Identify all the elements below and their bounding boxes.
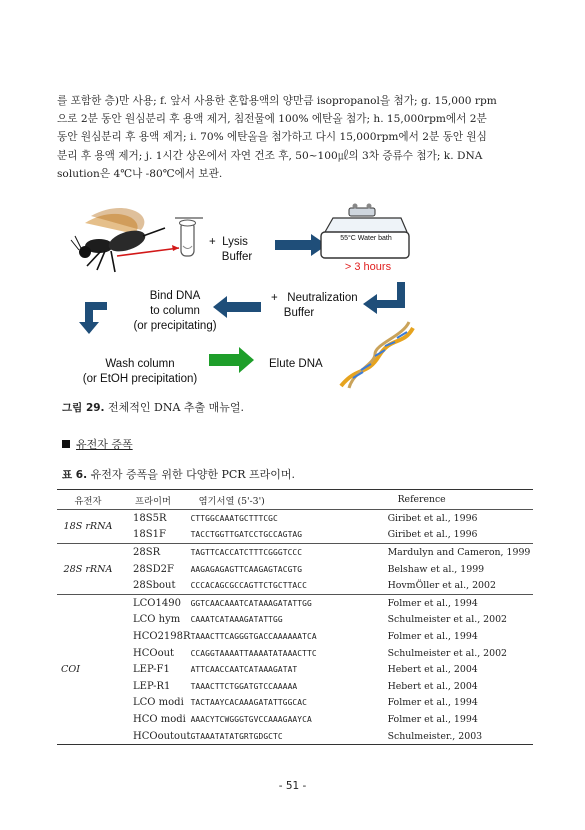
table-row [57,612,533,629]
reference-cell: Schulmeister., 2003 [382,728,533,745]
figure-caption-label: 그림 29. [62,402,105,414]
paragraph-line: 으로 2분 동안 원심분리 후 용액 제거, 침전물에 100% 에탄올 첨가; h. 15,000rpm에서 2분 [57,113,487,126]
arrow-right-icon [275,234,327,256]
table-row [57,661,533,678]
tube-icon [175,218,203,256]
table-row [57,628,533,645]
gene-cell: COI [57,594,119,744]
table-row [57,695,533,712]
table-row [57,678,533,695]
sequence-cell: AAACYTCWGGGTGVCCAAAGAAYCA [190,714,312,724]
dna-helix-icon [341,322,413,388]
wash-column-label: Wash column (or EtOH precipitation) [82,358,198,385]
reference-cell: Giribet et al., 1996 [382,527,533,544]
paragraph-line: 동안 원심분리 후 용액 제거; i. 70% 에탄올을 첨가하고 다시 15,000rpm에서 2분 동안 원심 [57,131,487,144]
primer-cell: 18S1F [119,527,191,544]
sequence-cell: GTAAATATATGRTGDGCTC [191,728,382,745]
primer-cell: HCO modi [133,713,186,725]
paragraph-line: 분리 후 용액 제거; j. 1시간 상온에서 자연 건조 후, 50~100㎕의 3차 증류수 첨가; k. DNA [57,149,483,162]
header-primer: 프라이머 [119,490,191,510]
reference-cell: Giribet et al., 1996 [387,512,478,524]
wasp-icon [71,208,179,272]
primer-cell: 18S5R [133,512,167,524]
reference-cell: Folmer et al., 1994 [387,713,478,725]
sequence-cell: CCAGGTAAAATTAAAATATAAACTTC [190,648,317,658]
primer-cell: 28SR [133,546,161,558]
sequence-cell: TAAACTTCAGGGTGACCAAAAAATCA [190,631,317,641]
water-bath-label: 55°C Water bath [340,235,392,242]
primer-cell: HCO2198R [133,630,191,642]
lysis-buffer-label: + Lysis Buffer [209,236,253,263]
dna-extraction-figure [57,196,527,392]
table-caption-label: 표 6. [62,469,88,481]
paragraph-line: 를 포함한 층)만 사용; f. 앞서 사용한 혼합용액의 양만큼 isopropanol을 첨가; g. 15,000 rpm [57,95,497,107]
sequence-cell: CCCACAGCGCCAGTTCTGCTTACC [191,577,382,594]
water-bath-icon [321,204,409,259]
header-sequence: 염기서열 (5'-3') [191,490,382,510]
sequence-cell: CAAATCATAAAGATATTGG [190,615,283,625]
table-row [57,527,533,544]
section-heading-text: 유전자 증폭 [76,438,133,451]
primer-cell: LCO1490 [133,597,181,609]
gene-cell: 28S rRNA [57,544,119,595]
header-reference: Reference [382,490,533,510]
table-row [57,577,533,594]
paragraph-line: solution은 4℃나 -80℃에서 보관. [57,167,223,180]
table-row [57,645,533,662]
neutralization-buffer-label: + Neutralization Buffer [271,292,358,319]
reference-cell: HovmÖller et al., 2002 [382,577,533,594]
figure-caption-text: 전체적인 DNA 추출 매뉴얼. [104,401,245,414]
reference-cell: Schulmeister et al., 2002 [387,647,508,659]
table-header-row [57,490,533,510]
table-caption-text: 유전자 증폭을 위한 다양한 PCR 프라이머. [87,468,296,481]
primer-cell: 28Sbout [119,577,191,594]
square-bullet-icon [62,440,70,448]
reference-cell: Hebert et al., 2004 [387,664,478,676]
table-caption [62,466,295,482]
sequence-cell: TAAACTTCTGGATGTCCAAAAA [190,681,298,691]
sequence-cell: GGTCAACAAATCATAAAGATATTGG [190,598,312,608]
arrow-bend-left-icon [363,282,405,314]
hours-label: > 3 hours [344,261,392,273]
arrow-bend-down-icon [79,302,107,334]
sequence-cell: ATTCAACCAATCATAAAGATAT [190,665,298,675]
sequence-cell: AAGAGAGAGTTCAAGAGTACGTG [190,564,303,574]
reference-cell: Folmer et al., 1994 [387,697,478,709]
sequence-cell: TACTAAYCACAAAGATATTGGCAC [190,698,307,708]
reference-cell: Schulmeister et al., 2002 [387,614,508,626]
primer-cell: LCO modi [133,697,184,709]
table-row [57,510,533,527]
section-heading [62,436,133,452]
page-number: - 51 - [278,780,307,792]
table-row [57,594,533,611]
sequence-cell: TACCTGGTTGATCCTGCCAGTAG [191,527,382,544]
primer-cell: HCOoutout [119,728,191,745]
green-arrow-icon [209,347,254,373]
table-row [57,561,533,578]
table-row [57,544,533,561]
sequence-cell: TAGTTCACCATCTTTCGGGTCCC [190,547,303,557]
header-gene: 유전자 [57,490,119,510]
primer-cell: LEP-R1 [133,680,171,692]
reference-cell: Mardulyn and Cameron, 1999 [387,546,531,558]
table-row [57,728,533,745]
body-paragraph [57,92,532,183]
table-row [57,711,533,728]
primer-cell: 28SD2F [133,563,174,575]
primer-table [57,489,533,745]
reference-cell: Folmer et al., 1994 [387,630,478,642]
primer-cell: LCO hym [133,614,181,626]
reference-cell: Hebert et al., 2004 [387,680,478,692]
figure-caption [62,399,244,415]
primer-cell: LEP-F1 [133,664,170,676]
reference-cell: Folmer et al., 1994 [387,597,478,609]
primer-cell: HCOout [133,647,175,659]
bind-dna-label: Bind DNA to column (or precipitating) [133,290,217,332]
elute-dna-label: Elute DNA [269,358,323,370]
gene-cell: 18S rRNA [57,510,119,544]
reference-cell: Belshaw et al., 1999 [387,563,485,575]
sequence-cell: CTTGGCAAATGCTTTCGC [190,513,278,523]
